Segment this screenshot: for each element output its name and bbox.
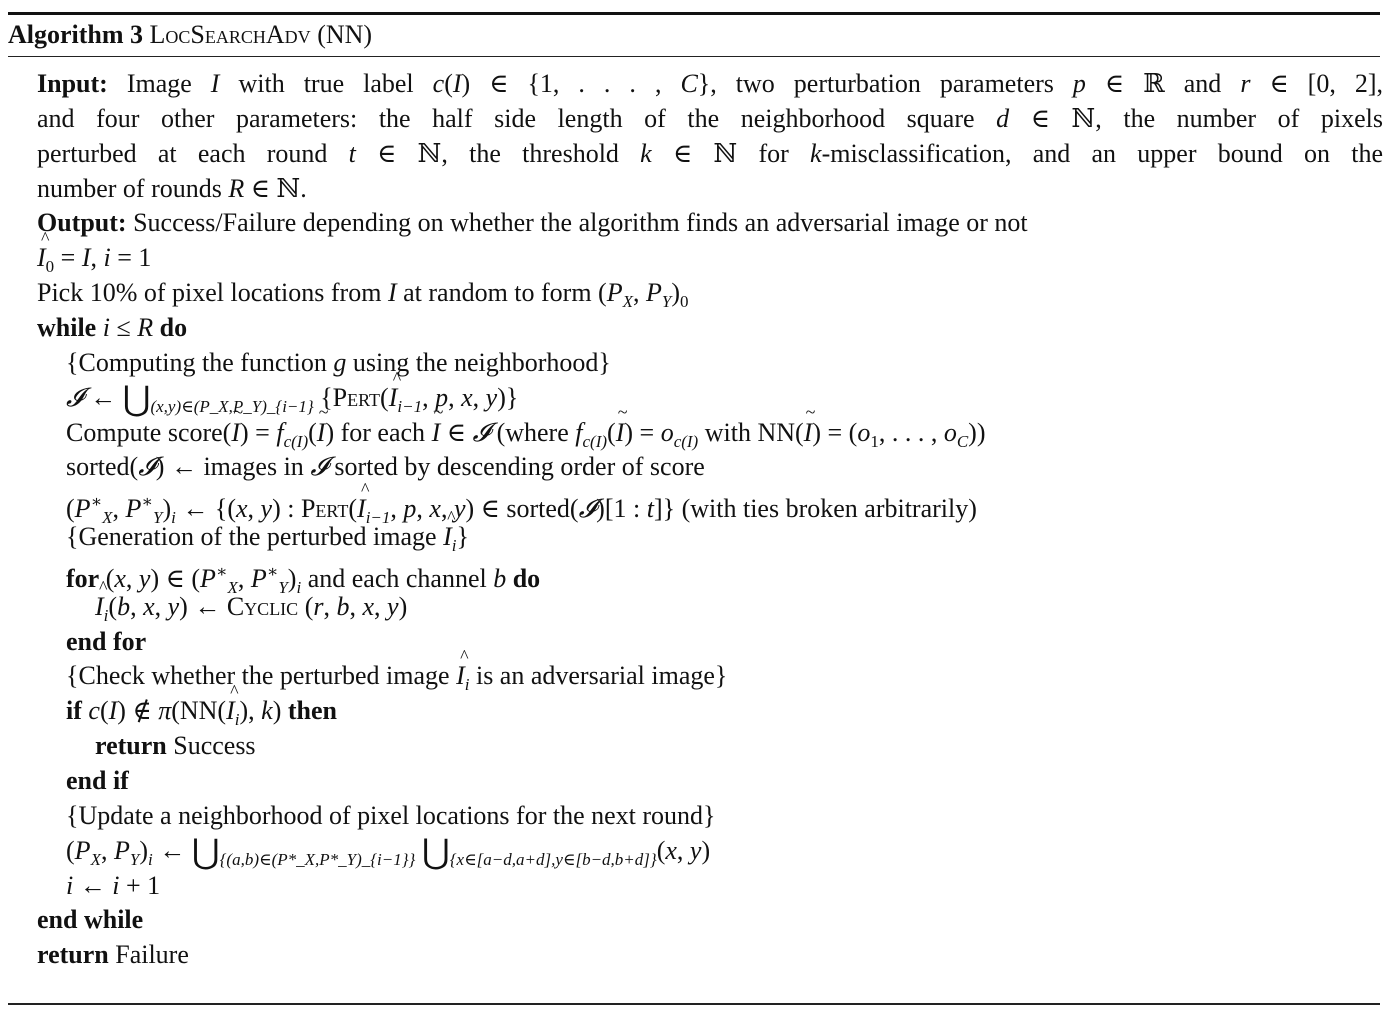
keyword: do xyxy=(512,563,541,593)
procedure-name: Cyclic xyxy=(226,591,299,621)
text: {Check whether the perturbed image xyxy=(66,661,457,691)
text: = xyxy=(54,243,82,273)
subscript: c(I) xyxy=(673,431,699,451)
superscript: ∗ xyxy=(266,561,279,581)
hat-symbol: ^ I xyxy=(389,380,398,415)
subscript: i xyxy=(464,675,470,695)
text: ( xyxy=(656,835,666,865)
math-symbol: I xyxy=(210,69,220,98)
text: perturbed at each round xyxy=(37,138,349,168)
subscript: i xyxy=(103,605,109,625)
text: Compute score( xyxy=(66,417,232,447)
tilde-symbol: ~ I xyxy=(804,415,813,450)
math-symbol: k xyxy=(640,138,652,168)
text: ( xyxy=(607,417,616,447)
hat-symbol: ^ I xyxy=(456,658,465,693)
text: )) xyxy=(968,417,986,447)
algorithm-line xyxy=(66,658,727,693)
math-symbol: d xyxy=(996,103,1010,133)
text: + 1 xyxy=(119,870,161,900)
algorithm-line xyxy=(37,171,307,206)
math-symbol: π xyxy=(158,696,172,726)
math-symbol: 𝓘 xyxy=(66,382,84,412)
math-symbol: I xyxy=(108,696,118,726)
math-symbol: i xyxy=(103,243,111,273)
algorithm-name: LocSearchAdv xyxy=(149,20,311,49)
algorithm-label: Algorithm 3 xyxy=(8,20,144,49)
math-symbol: P xyxy=(125,494,142,524)
math-symbol: f xyxy=(276,417,284,447)
text: , xyxy=(416,494,430,524)
algorithm-line xyxy=(95,728,256,763)
text: (where xyxy=(490,417,576,447)
keyword: Output: xyxy=(37,208,127,238)
math-symbol: P xyxy=(646,278,662,308)
math-symbol: R xyxy=(228,173,245,203)
superscript: ∗ xyxy=(215,561,228,581)
text: ) = xyxy=(624,417,661,447)
math-symbol: c xyxy=(88,696,100,726)
text: ) xyxy=(139,835,148,865)
text: , xyxy=(323,591,337,621)
text: ) = xyxy=(240,417,277,447)
math-symbol: x xyxy=(665,835,677,865)
math-symbol: y xyxy=(387,591,399,621)
text: , xyxy=(90,243,104,273)
math-symbol: y xyxy=(138,563,151,593)
text: , xyxy=(676,835,690,865)
text: Image xyxy=(107,69,211,98)
text: ), xyxy=(239,696,262,726)
math-symbol: x xyxy=(461,382,473,412)
hat-symbol: ^ I xyxy=(226,693,235,728)
text: ) ∈ ( xyxy=(150,563,201,593)
math-symbol: R xyxy=(137,312,154,342)
algorithm-line xyxy=(66,380,519,418)
text: , xyxy=(390,494,404,524)
text: ∈ ℕ, the threshold xyxy=(355,138,641,168)
text: ) xyxy=(272,696,288,726)
text: ( xyxy=(308,417,317,447)
big-union-operator: ⋃ xyxy=(191,833,220,871)
text: )} xyxy=(497,382,519,412)
keyword: then xyxy=(287,696,338,726)
math-symbol: o xyxy=(660,417,674,447)
subscript: i xyxy=(296,577,302,597)
math-symbol: p xyxy=(1072,69,1086,98)
text: , . . . , xyxy=(878,417,944,447)
text: , xyxy=(448,382,462,412)
text: Failure xyxy=(108,940,189,970)
math-symbol: p xyxy=(435,382,449,412)
top-rule xyxy=(8,12,1380,15)
subscript: Y xyxy=(661,292,672,312)
text: ← xyxy=(83,382,123,412)
superscript: ∗ xyxy=(90,492,103,512)
text: ( xyxy=(99,563,115,593)
algorithm-line xyxy=(66,624,146,659)
math-symbol: k xyxy=(261,696,273,726)
text: , xyxy=(247,494,261,524)
keyword: do xyxy=(159,312,188,342)
text: } xyxy=(456,522,469,552)
subscript: 0 xyxy=(680,292,689,312)
text: { xyxy=(313,382,333,412)
text: ( xyxy=(348,494,358,524)
subscript: X xyxy=(622,292,633,312)
text: ) xyxy=(287,563,297,593)
text: )[1 : xyxy=(596,494,647,524)
math-symbol: y xyxy=(485,382,498,412)
math-symbol: b xyxy=(117,591,131,621)
subscript: Y xyxy=(129,849,140,869)
subscript: i−1 xyxy=(365,508,391,528)
text: ) xyxy=(701,835,711,865)
math-symbol: x xyxy=(143,591,155,621)
tilde-symbol: ~ I xyxy=(432,415,441,450)
math-symbol: y xyxy=(453,494,466,524)
text: -misclassification, and an upper bound on the xyxy=(821,138,1383,168)
text: ← {( xyxy=(175,494,236,524)
subscript: X xyxy=(227,577,238,597)
algorithm-caption xyxy=(8,16,372,54)
math-symbol: y xyxy=(167,591,180,621)
math-symbol: y xyxy=(260,494,273,524)
text: ≤ xyxy=(109,312,138,342)
math-symbol: i xyxy=(112,870,120,900)
subscript: X xyxy=(102,508,113,528)
math-symbol: k xyxy=(810,138,822,168)
math-symbol: 𝓘 xyxy=(472,417,491,447)
algorithm-line xyxy=(66,415,985,450)
hat-symbol: ^ I xyxy=(443,519,452,554)
math-symbol: I xyxy=(452,69,462,98)
algorithm-line xyxy=(66,868,160,903)
text: ∈ ℝ and xyxy=(1085,69,1241,98)
math-symbol: x xyxy=(114,563,126,593)
procedure-name: Pert xyxy=(332,382,381,412)
text: is an adversarial image} xyxy=(469,661,728,691)
big-union-operator: ⋃ xyxy=(122,380,151,418)
big-union-operator: ⋃ xyxy=(421,833,450,871)
text: ← xyxy=(73,870,113,900)
math-symbol: 𝓘 xyxy=(310,452,328,482)
procedure-name: Pert xyxy=(300,494,349,524)
math-symbol: o xyxy=(857,417,871,447)
text: (NN( xyxy=(171,696,227,726)
math-symbol: o xyxy=(943,417,957,447)
text: ) xyxy=(671,278,681,308)
text: ∈ ℕ, the number of pixels xyxy=(1009,103,1383,133)
algorithm-line xyxy=(37,310,187,345)
algorithm-line xyxy=(66,763,129,798)
text: = 1 xyxy=(110,243,152,273)
text: ∈ ℕ. xyxy=(244,173,307,203)
text: , xyxy=(440,494,454,524)
text: ∈ xyxy=(440,417,473,447)
algorithm-line xyxy=(37,240,151,275)
text: {Update a neighborhood of pixel locations for the next round} xyxy=(66,800,716,830)
caption-rule xyxy=(8,56,1380,57)
text: ) ∈ sorted( xyxy=(465,494,579,524)
math-symbol: x xyxy=(235,494,248,524)
keyword: end for xyxy=(66,626,147,656)
algorithm-line xyxy=(66,693,337,728)
text: and each channel xyxy=(301,563,494,593)
text: ) xyxy=(162,494,172,524)
math-symbol: x xyxy=(429,494,441,524)
math-symbol: t xyxy=(646,494,654,524)
math-symbol: 𝓘 xyxy=(578,494,597,524)
math-symbol: f xyxy=(575,417,583,447)
algorithm-line xyxy=(66,798,716,833)
text: ) ∉ xyxy=(117,696,159,726)
algorithm-line xyxy=(37,66,1383,101)
math-symbol: P xyxy=(606,278,623,308)
math-symbol: g xyxy=(333,347,347,377)
text: , xyxy=(112,494,126,524)
text: Success/Failure depending on whether the algorithm finds an adversarial image or not xyxy=(126,208,1028,238)
algorithm-line xyxy=(37,937,189,972)
text: ( xyxy=(99,696,109,726)
keyword: while xyxy=(37,312,97,342)
math-symbol: t xyxy=(348,138,356,168)
superscript: ∗ xyxy=(141,492,153,512)
math-symbol: b xyxy=(336,591,350,621)
text: ∈ ℕ for xyxy=(651,138,811,168)
text: ) for each xyxy=(325,417,432,447)
algorithm-line xyxy=(95,589,407,624)
text: , xyxy=(237,563,251,593)
subscript: (x,y)∈(P_X,P_Y)_{i−1} xyxy=(150,396,314,416)
text: with NN( xyxy=(698,417,804,447)
keyword: return xyxy=(95,731,167,761)
subscript: Y xyxy=(278,577,288,597)
text: ( xyxy=(380,382,389,412)
text: ) = ( xyxy=(812,417,858,447)
algorithm-line xyxy=(66,449,705,484)
math-symbol: I xyxy=(81,243,91,273)
math-symbol: P xyxy=(250,563,267,593)
text: with true label xyxy=(219,69,433,98)
math-symbol: y xyxy=(689,835,702,865)
text: at random to form ( xyxy=(396,278,607,308)
text: Success xyxy=(166,731,256,761)
text: , xyxy=(374,591,388,621)
text: , xyxy=(100,835,114,865)
hat-symbol: ^ I xyxy=(357,491,366,526)
text: {Computing the function xyxy=(66,347,334,377)
subscript: Y xyxy=(152,508,163,528)
text: ) : xyxy=(272,494,301,524)
subscript: i−1 xyxy=(397,396,423,416)
algorithm-line xyxy=(37,275,689,310)
text: ]} (with ties broken arbitrarily) xyxy=(653,494,977,524)
subscript: c(I) xyxy=(283,431,309,451)
algorithm-line xyxy=(37,205,1028,240)
math-symbol: P xyxy=(113,835,130,865)
math-symbol: P xyxy=(74,835,91,865)
math-symbol: x xyxy=(362,591,375,621)
keyword: for xyxy=(66,563,100,593)
tilde-symbol: ~ I xyxy=(231,415,240,450)
subscript: X xyxy=(90,849,101,869)
hat-symbol: ^ I xyxy=(37,240,46,275)
bottom-rule xyxy=(8,1003,1380,1005)
text: , xyxy=(349,591,363,621)
text: ) xyxy=(398,591,408,621)
text: sorted( xyxy=(66,452,139,482)
hat-symbol: ^ I xyxy=(95,589,104,624)
text: ) ← images in xyxy=(155,452,311,482)
text: ) ← xyxy=(179,591,227,621)
algorithm-line xyxy=(37,136,1383,171)
text: , xyxy=(154,591,168,621)
algorithm-line xyxy=(66,484,977,528)
text: ( xyxy=(66,835,75,865)
text: ∈ [0, 2], xyxy=(1250,69,1384,98)
subscript: {x∈[a−d,a+d],y∈[b−d,b+d]} xyxy=(449,849,657,869)
subscript: 1 xyxy=(870,431,879,451)
text: }, two perturbation parameters xyxy=(697,69,1073,98)
keyword: Input: xyxy=(37,69,108,98)
text: {Generation of the perturbed image xyxy=(66,522,444,552)
keyword: end if xyxy=(66,766,129,795)
math-symbol: i xyxy=(102,312,110,342)
text: number of rounds xyxy=(37,173,229,203)
text: , xyxy=(125,563,139,593)
text: ( xyxy=(444,69,453,98)
keyword: end while xyxy=(37,905,144,935)
text: , xyxy=(130,591,144,621)
math-symbol: c xyxy=(432,69,445,98)
algorithm-line xyxy=(66,345,611,380)
math-symbol: I xyxy=(387,278,397,308)
math-symbol: b xyxy=(493,563,507,593)
algorithm-line xyxy=(37,101,1383,136)
algorithm-line xyxy=(66,554,541,597)
text: and four other parameters: the half side length of the neighborhood square xyxy=(37,103,997,133)
math-symbol: P xyxy=(200,563,216,593)
math-symbol: 𝓘 xyxy=(138,452,156,482)
text: ) ∈ {1, . . . , xyxy=(461,69,681,98)
algorithm-line xyxy=(66,519,469,554)
text: , xyxy=(422,382,436,412)
subscript: 0 xyxy=(45,257,55,277)
math-symbol: r xyxy=(313,591,324,621)
math-symbol: i xyxy=(66,870,74,900)
math-symbol: r xyxy=(1240,69,1251,98)
math-symbol: p xyxy=(403,494,417,524)
subscript: i xyxy=(451,536,457,556)
text: sorted by descending order of score xyxy=(327,452,705,482)
text: Pick 10% of pixel locations from xyxy=(37,278,388,308)
algorithm-argument: (NN) xyxy=(317,20,373,49)
text: ( xyxy=(66,494,75,524)
tilde-symbol: ~ I xyxy=(317,415,326,450)
text: using the neighborhood} xyxy=(346,347,611,377)
subscript: {(a,b)∈(P*_X,P*_Y)_{i−1}} xyxy=(219,849,416,869)
subscript: i xyxy=(171,508,176,528)
algorithm-line xyxy=(66,833,711,871)
text: ( xyxy=(298,591,314,621)
subscript: i xyxy=(147,849,153,869)
algorithm-line xyxy=(37,902,143,937)
tilde-symbol: ~ I xyxy=(616,415,625,450)
text: ( xyxy=(108,591,118,621)
subscript: i xyxy=(234,710,240,730)
text: ← xyxy=(152,835,192,865)
keyword: return xyxy=(37,940,109,970)
math-symbol: C xyxy=(680,69,698,98)
math-symbol: P xyxy=(74,494,91,524)
keyword: if xyxy=(66,696,82,726)
text: , xyxy=(633,278,646,308)
text: , xyxy=(472,382,486,412)
subscript: C xyxy=(956,431,969,451)
subscript: c(I) xyxy=(582,431,608,451)
